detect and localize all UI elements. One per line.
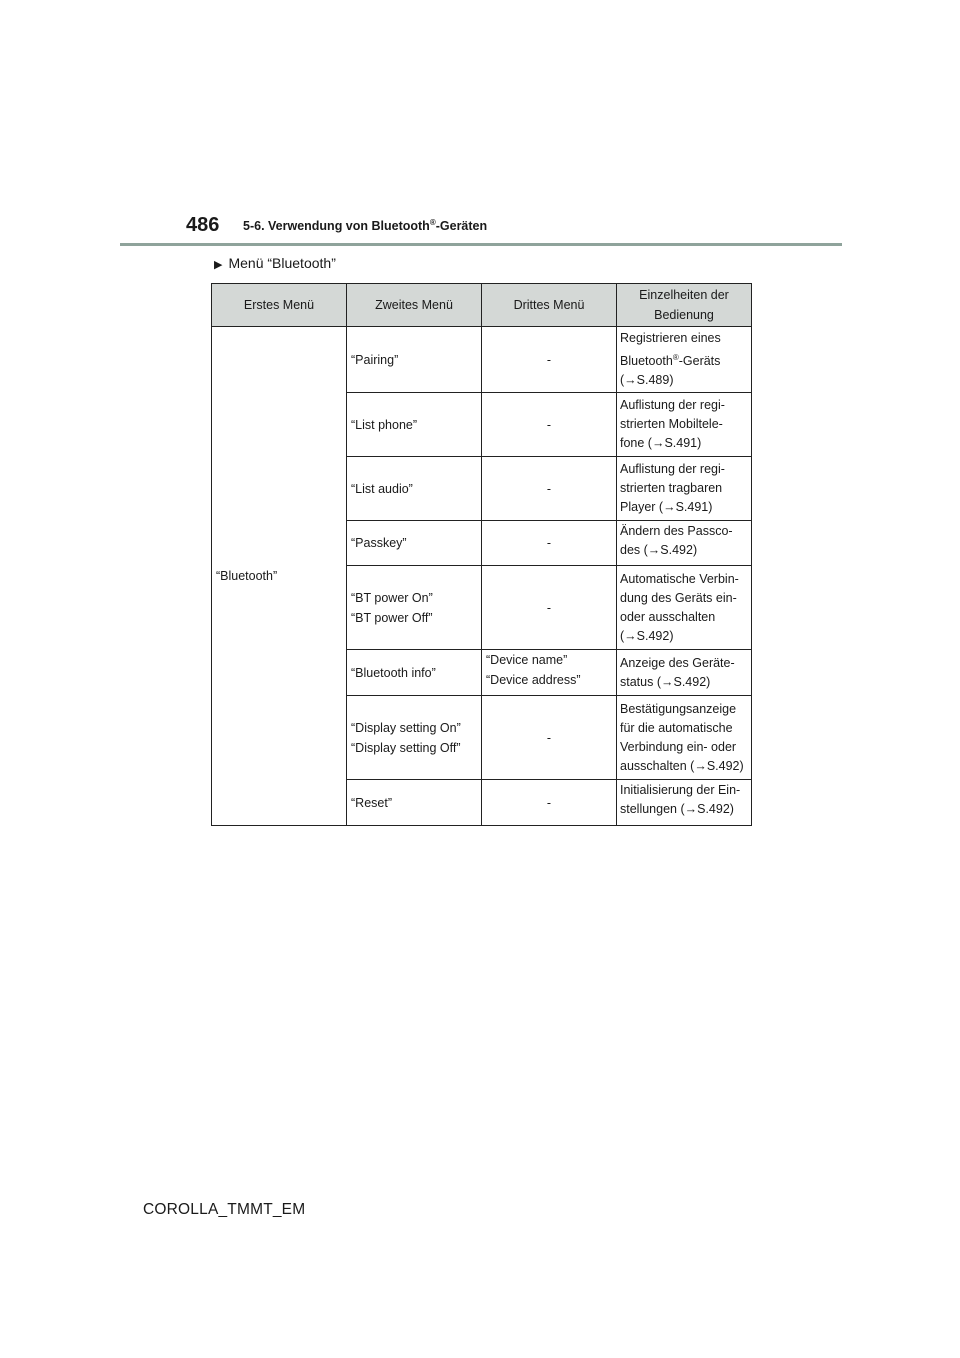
first-menu-cell: “Bluetooth” — [212, 327, 347, 826]
third-menu-cell: - — [482, 327, 617, 393]
section-title-suffix: -Geräten — [435, 219, 488, 234]
details-cell: Registrieren eines Bluetooth®-Geräts (→S.489) — [617, 327, 752, 393]
details-cell: Auflistung der regi- strierten Mobiltele- fone (→S.491) — [617, 393, 752, 457]
second-menu-cell: “Reset” — [347, 780, 482, 826]
column-header — [617, 284, 752, 327]
third-menu-cell: - — [482, 521, 617, 566]
third-menu-cell: - — [482, 566, 617, 650]
second-menu-cell: “Bluetooth info” — [347, 650, 482, 696]
column-header: Erstes Menü — [212, 284, 347, 327]
subheading — [214, 255, 336, 271]
details-cell: Automatische Verbin- dung des Geräts ein- oder ausschalten (→S.492) — [617, 566, 752, 650]
registered-mark: ® — [429, 218, 436, 227]
details-cell: Anzeige des Geräte- status (→S.492) — [617, 650, 752, 696]
second-menu-cell: “Pairing” — [347, 327, 482, 393]
column-header: Drittes Menü — [482, 284, 617, 327]
table-row — [212, 327, 752, 393]
details-cell: Bestätigungsanzeige für die automatische Verbindung ein- oder ausschalten (→S.492) — [617, 696, 752, 780]
third-menu-cell: - — [482, 457, 617, 521]
column-header: Zweites Menü — [347, 284, 482, 327]
details-cell: Initialisierung der Ein- stellungen (→S.492) — [617, 780, 752, 826]
subheading-text: Menü “Bluetooth” — [228, 255, 336, 271]
header-divider — [120, 243, 842, 246]
third-menu-cell: “Device name” “Device address” — [482, 650, 617, 696]
third-menu-cell: - — [482, 780, 617, 826]
second-menu-cell: “BT power On” “BT power Off” — [347, 566, 482, 650]
third-menu-cell: - — [482, 696, 617, 780]
second-menu-cell: “Display setting On” “Display setting Off” — [347, 696, 482, 780]
second-menu-cell: “List audio” — [347, 457, 482, 521]
triangle-bullet-icon: ▶ — [214, 259, 223, 271]
column-header-text: Einzelheiten der Bedienung — [639, 288, 729, 322]
section-title-prefix: 5-6. Verwendung von Bluetooth — [243, 219, 430, 234]
document-code-footer: COROLLA_TMMT_EM — [143, 1201, 306, 1218]
second-menu-cell: “Passkey” — [347, 521, 482, 566]
bluetooth-menu-table — [211, 283, 752, 826]
table-header-row — [212, 284, 752, 327]
section-title — [243, 218, 487, 233]
details-cell: Auflistung der regi- strierten tragbaren Player (→S.491) — [617, 457, 752, 521]
third-menu-cell: - — [482, 393, 617, 457]
page-number: 486 — [186, 214, 220, 236]
second-menu-cell: “List phone” — [347, 393, 482, 457]
details-cell: Ändern des Passco- des (→S.492) — [617, 521, 752, 566]
